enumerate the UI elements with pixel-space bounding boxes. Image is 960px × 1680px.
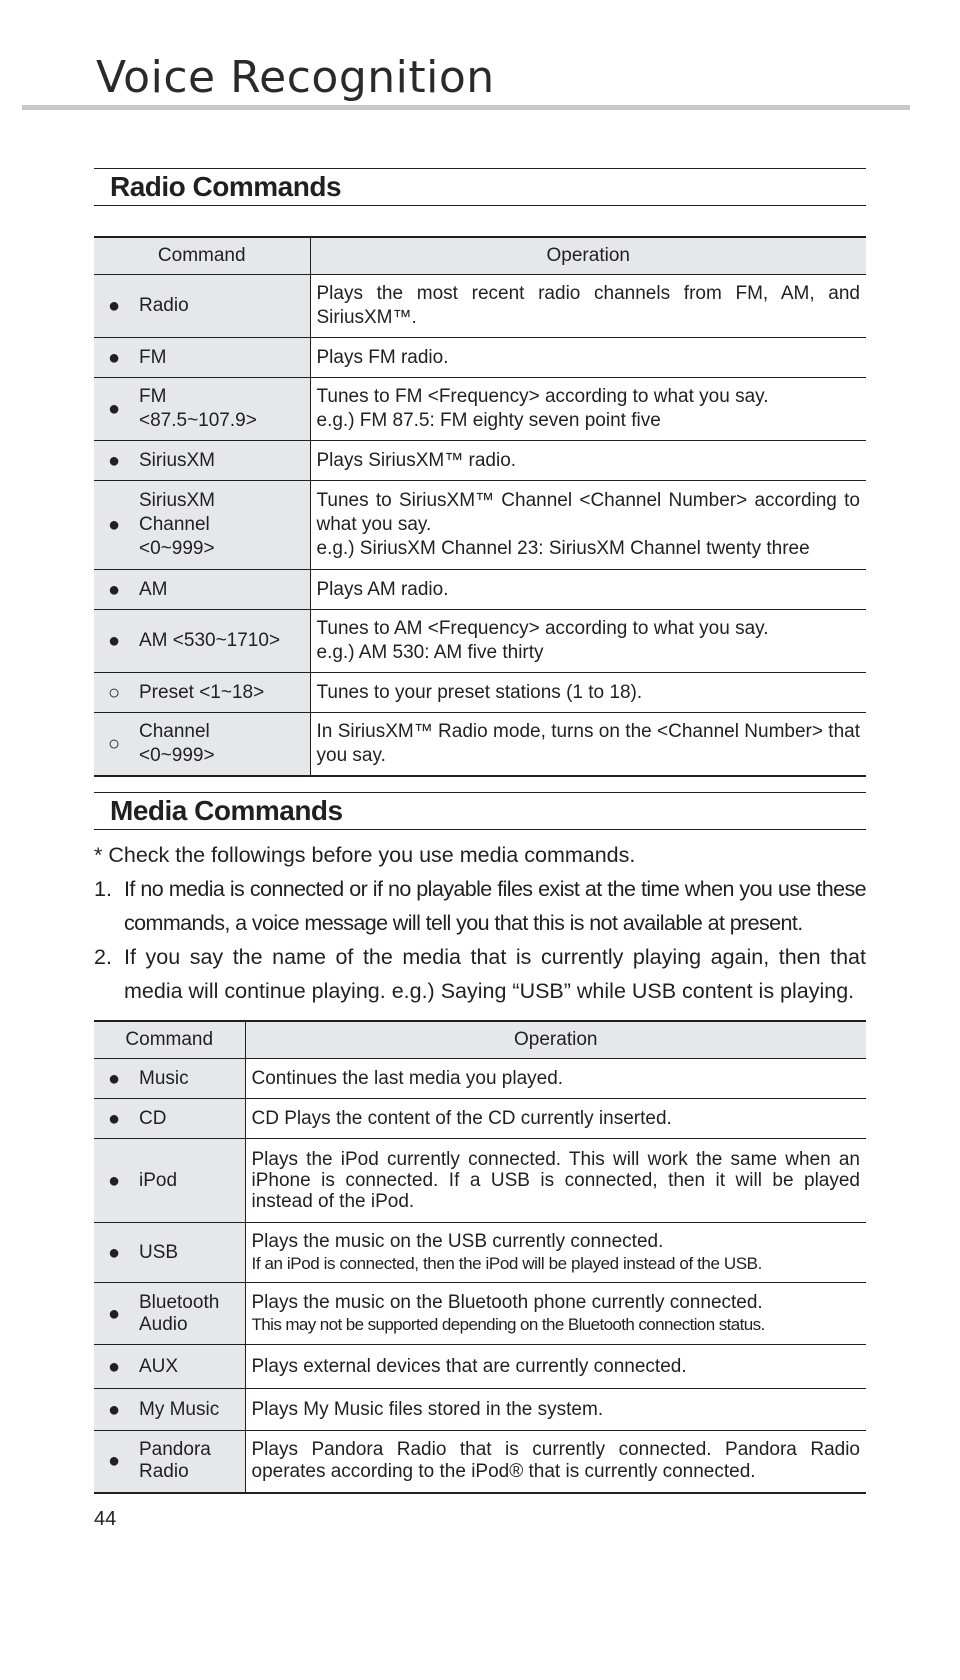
- operation-cell: Plays SiriusXM™ radio.: [310, 441, 866, 481]
- bullet-icon: ●: [94, 1099, 134, 1139]
- table-row: [94, 673, 866, 713]
- command-cell: Music: [134, 1059, 245, 1099]
- command-text: FM <87.5~107.9>: [139, 386, 257, 431]
- operation-cell: [310, 481, 866, 570]
- operation-cell: Plays external devices that are currently connected.: [245, 1345, 866, 1389]
- table-row: [94, 1223, 866, 1283]
- page-title: Voice Recognition: [96, 52, 495, 103]
- table-row: [94, 1283, 866, 1345]
- command-cell: FM: [134, 338, 310, 378]
- table-row: [94, 481, 866, 570]
- page-number: 44: [94, 1508, 117, 1530]
- operation-cell: Plays the iPod currently connected. This will work the same when an iPhone is connected. If a USB is connected, then it will be played instead of the iPod.: [245, 1139, 866, 1223]
- command-cell: CD: [134, 1099, 245, 1139]
- item-text: If no media is connected or if no playable files exist at the time when you use these commands, a voice message will tell you that this is not available at present.: [124, 877, 866, 935]
- table-row: [94, 378, 866, 441]
- command-cell: AM <530~1710>: [134, 610, 310, 673]
- table-row: [94, 338, 866, 378]
- radio-commands-heading: Radio Commands: [110, 171, 342, 202]
- operation-cell: CD Plays the content of the CD currently inserted.: [245, 1099, 866, 1139]
- item-text: If you say the name of the media that is currently playing again, then that media will continue playing. e.g.) Saying “USB” while USB content is playing.: [124, 945, 866, 1003]
- bullet-icon: ●: [94, 1389, 134, 1431]
- bullet-icon: ○: [94, 713, 134, 776]
- radio-commands-heading-bar: [94, 168, 866, 206]
- bullet-icon: ●: [94, 338, 134, 378]
- operation-cell: In SiriusXM™ Radio mode, turns on the <Channel Number> that you say.: [310, 713, 866, 776]
- command-cell: USB: [134, 1223, 245, 1283]
- command-cell: [134, 481, 310, 570]
- command-cell: iPod: [134, 1139, 245, 1223]
- bullet-icon: ●: [94, 610, 134, 673]
- table-row: [94, 713, 866, 776]
- media-commands-heading-bar: [94, 792, 866, 830]
- command-cell: AUX: [134, 1345, 245, 1389]
- table-row: [94, 1059, 866, 1099]
- operation-text: Plays the music on the Bluetooth phone currently connected.: [251, 1291, 763, 1313]
- command-text: Pandora Radio: [139, 1439, 211, 1483]
- table-row: [94, 1139, 866, 1223]
- command-cell: Preset <1~18>: [134, 673, 310, 713]
- bullet-icon: ●: [94, 1223, 134, 1283]
- bullet-icon: ●: [94, 1431, 134, 1493]
- bullet-icon: ●: [94, 1283, 134, 1345]
- media-intro-item: [94, 872, 866, 940]
- radio-commands-table: [94, 236, 866, 777]
- table-row: [94, 570, 866, 610]
- operation-text: Tunes to FM <Frequency> according to what you say. e.g.) FM 87.5: FM eighty seven point five: [316, 386, 769, 431]
- command-cell: [134, 713, 310, 776]
- operation-note: This may not be supported depending on the Bluetooth connection status.: [251, 1314, 765, 1334]
- command-cell: AM: [134, 570, 310, 610]
- media-intro: [94, 838, 866, 1008]
- operation-cell: Tunes to your preset stations (1 to 18).: [310, 673, 866, 713]
- bullet-icon: ●: [94, 275, 134, 338]
- command-text: Bluetooth Audio: [139, 1291, 220, 1335]
- table-row: [94, 441, 866, 481]
- item-number: 1.: [94, 877, 112, 901]
- operation-cell: Plays AM radio.: [310, 570, 866, 610]
- operation-text: Tunes to SiriusXM™ Channel <Channel Number> according to what you say. e.g.) SiriusXM Channel 23: SiriusXM Channel twenty three: [316, 490, 860, 559]
- bullet-icon: ●: [94, 1059, 134, 1099]
- command-cell: Radio: [134, 275, 310, 338]
- bullet-icon: ●: [94, 1139, 134, 1223]
- bullet-icon: ○: [94, 673, 134, 713]
- bullet-icon: ●: [94, 378, 134, 441]
- operation-cell: Plays FM radio.: [310, 338, 866, 378]
- table-row: [94, 1345, 866, 1389]
- command-cell: SiriusXM: [134, 441, 310, 481]
- radio-operation-header: Operation: [310, 237, 866, 275]
- operation-note: If an iPod is connected, then the iPod will be played instead of the USB.: [251, 1253, 762, 1273]
- item-number: 2.: [94, 945, 112, 969]
- bullet-icon: ●: [94, 1345, 134, 1389]
- media-intro-item: [94, 940, 866, 1008]
- operation-cell: Continues the last media you played.: [245, 1059, 866, 1099]
- command-cell: [134, 378, 310, 441]
- media-commands-heading: Media Commands: [110, 795, 343, 826]
- operation-cell: [245, 1223, 866, 1283]
- command-text: SiriusXM Channel <0~999>: [139, 490, 216, 559]
- operation-cell: [310, 610, 866, 673]
- media-commands-table: [94, 1020, 866, 1494]
- table-row: [94, 610, 866, 673]
- operation-cell: [245, 1283, 866, 1345]
- operation-cell: Plays My Music files stored in the system.: [245, 1389, 866, 1431]
- operation-text: Plays the music on the USB currently connected.: [251, 1230, 664, 1252]
- bullet-icon: ●: [94, 441, 134, 481]
- bullet-icon: ●: [94, 481, 134, 570]
- operation-cell: Plays the most recent radio channels from FM, AM, and SiriusXM™.: [310, 275, 866, 338]
- command-cell: My Music: [134, 1389, 245, 1431]
- operation-cell: Plays Pandora Radio that is currently connected. Pandora Radio operates according to the iPod® that is currently connected.: [245, 1431, 866, 1493]
- command-cell: [134, 1431, 245, 1493]
- command-text: Channel <0~999>: [139, 720, 215, 766]
- media-operation-header: Operation: [245, 1021, 866, 1059]
- table-row: [94, 1099, 866, 1139]
- radio-command-header: Command: [94, 237, 310, 275]
- table-row: [94, 1431, 866, 1493]
- bullet-icon: ●: [94, 570, 134, 610]
- operation-text: Tunes to AM <Frequency> according to what you say. e.g.) AM 530: AM five thirty: [316, 618, 769, 663]
- table-row: [94, 275, 866, 338]
- media-intro-note: * Check the followings before you use media commands.: [94, 843, 636, 867]
- title-rule: [22, 105, 910, 110]
- operation-cell: [310, 378, 866, 441]
- media-command-header: Command: [94, 1021, 245, 1059]
- command-cell: [134, 1283, 245, 1345]
- table-row: [94, 1389, 866, 1431]
